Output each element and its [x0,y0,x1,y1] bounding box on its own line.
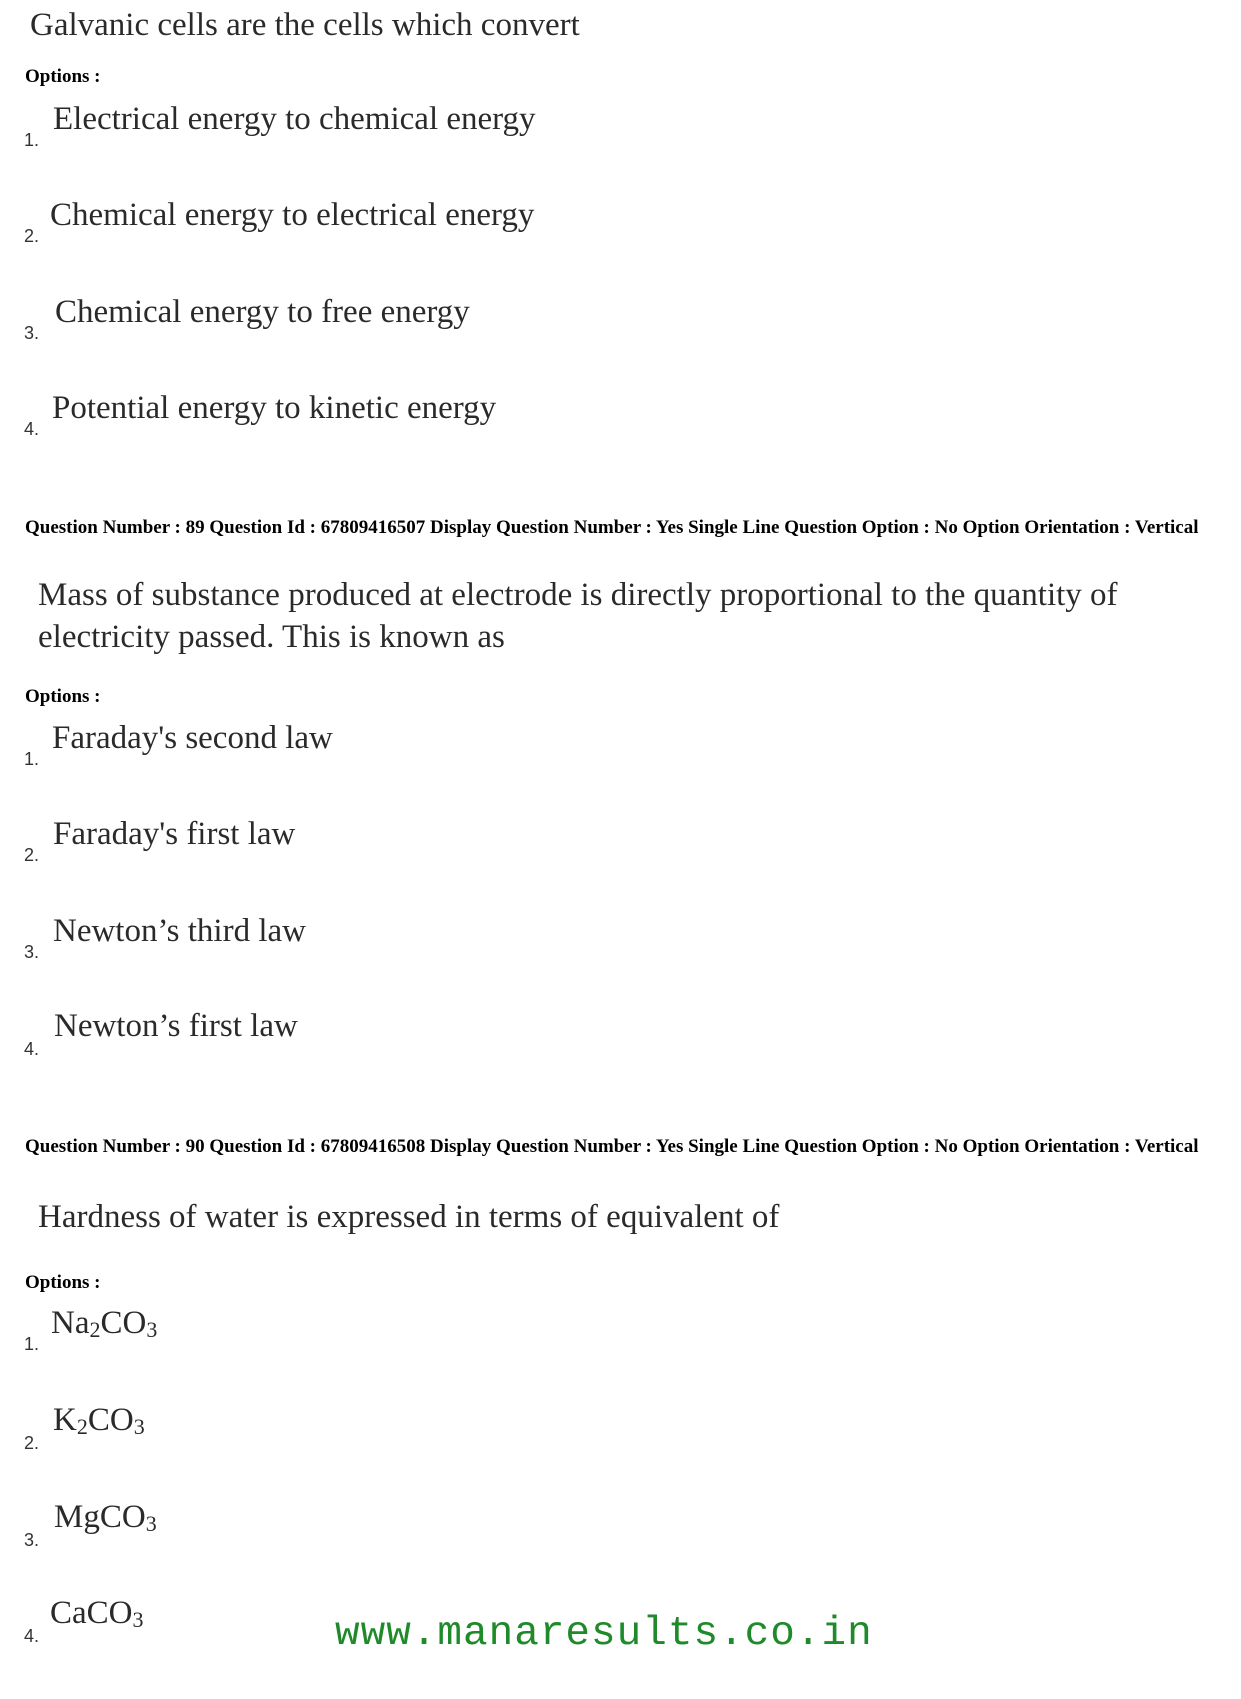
question-90-option-3-formula: MgCO$_3$ [54,1499,157,1536]
question-89-option-4-number: 4. [24,1039,40,1059]
question-90-option-1-number: 1. [24,1334,40,1354]
question-89-option-1-text: Faraday's second law [52,720,333,756]
question-88-option-4-number: 4. [24,419,40,439]
question-89-option-2-number: 2. [24,845,40,865]
question-90-option-4-number: 4. [24,1626,40,1646]
question-88-option-3-number: 3. [24,323,40,343]
question-88-option-3-text: Chemical energy to free energy [55,294,470,330]
question-89-option-4-text: Newton’s first law [54,1008,298,1044]
question-90-option-2-formula: $K_2CO_3$ [53,1402,145,1439]
question-88-text: Galvanic cells are the cells which convert [30,7,580,43]
question-89-meta: Question Number : 89 Question Id : 67809416507 Display Question Number : Yes Single Line Question Option : No Option Orientation : Vertical [25,517,1199,538]
question-89-text: Mass of substance produced at electrode is directly proportional to the quantity of electricity passed. This is known as [38,577,1118,655]
question-89-option-3-text: Newton’s third law [53,913,306,949]
question-88-option-1-number: 1. [24,130,40,150]
question-88-options-label: Options : [25,66,101,87]
question-90-option-3-number: 3. [24,1530,40,1550]
question-90-meta: Question Number : 90 Question Id : 67809416508 Display Question Number : Yes Single Line Question Option : No Option Orientation : Vertical [25,1136,1199,1157]
question-88-option-1-text: Electrical energy to chemical energy [53,101,536,137]
question-90-text: Hardness of water is expressed in terms of equivalent of [38,1199,780,1235]
question-90-option-2-number: 2. [24,1433,40,1453]
question-88-option-2-text: Chemical energy to electrical energy [50,197,535,233]
question-89-option-2-text: Faraday's first law [53,816,296,852]
question-89-options-label: Options : [25,686,101,707]
site-watermark: www.manaresults.co.in [335,1611,873,1657]
question-89-option-3-number: 3. [24,942,40,962]
question-90-option-4-formula: CaCO$_3$ [50,1595,144,1632]
question-90-option-1-formula: $Na_2CO_3$ [51,1305,158,1342]
question-89-option-1-number: 1. [24,749,40,769]
question-90-options-label: Options : [25,1272,101,1293]
question-88-option-4-text: Potential energy to kinetic energy [52,390,497,426]
question-88-option-2-number: 2. [24,226,40,246]
